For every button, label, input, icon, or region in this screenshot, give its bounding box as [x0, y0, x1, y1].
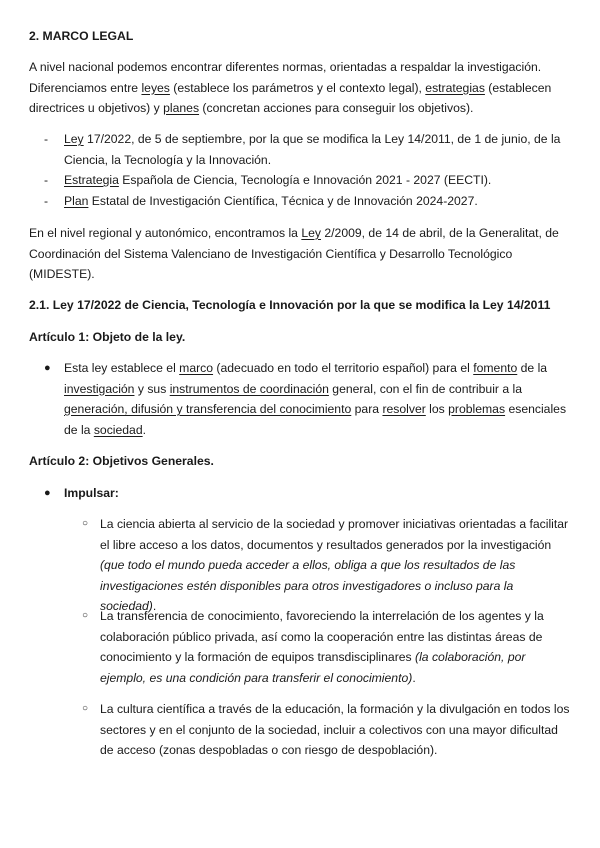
- list-item: ○ La ciencia abierta al servicio de la sociedad y promover iniciativas orientadas a facilitar el libre acceso a los datos, documentos y resultados generados por la investigación (que todo el mundo pueda acceder a ellos, obliga a que los resultados de las investigaciones estén disponibles para otros investigadores o incluso para la sociedad).: [82, 517, 569, 613]
- list-item: ● Esta ley establece el marco (adecuado en todo el territorio español) para el fomento de la investigación y sus instrumentos de coordinación general, con el fin de contribuir a la generación, difusión y transferencia del conocimiento para resolver los problemas esenciales de la sociedad.: [44, 361, 567, 437]
- objectives-list: [29, 514, 572, 617]
- leyes-term: leyes: [141, 80, 170, 95]
- list-item: ○ La cultura científica a través de la educación, la formación y la divulgación en todos los sectores y en el conjunto de la sociedad, incluir a colectivos con una mayor dificultad de acceso (zonas despobladas o con riesgo de despoblación).: [82, 702, 570, 757]
- article-1-list: [29, 358, 572, 440]
- article-2-title: Artículo 2: Objetivos Generales.: [29, 454, 214, 468]
- objectives-list: [29, 606, 572, 688]
- section-heading: 2. MARCO LEGAL: [29, 29, 134, 43]
- list-item: - Plan Estatal de Investigación Científica, Técnica y de Innovación 2024-2027.: [44, 193, 478, 208]
- list-item: - Estrategia Española de Ciencia, Tecnología e Innovación 2021 - 2027 (EECTI).: [44, 173, 492, 187]
- article-1-title: Artículo 1: Objeto de la ley.: [29, 330, 186, 344]
- ley-regional-term: Ley: [301, 226, 321, 240]
- intro-paragraph: A nivel nacional podemos encontrar diferentes normas, orientadas a respaldar la investigación. Diferenciamos entre leyes (establece los parámetros y el contexto legal), estrategias (establecen directrices u objetivos) y planes (concretan acciones para conseguir los objetivos).: [29, 60, 552, 115]
- planes-term: planes: [163, 101, 200, 115]
- list-item: ○ La transferencia de conocimiento, favoreciendo la interrelación de los agentes y la colaboración público privada, así como la cooperación entre las distintas áreas de conocimiento y la formación de equipos transdisciplinares (la colaboración, por ejemplo, es una condición para transferir el conocimiento).: [82, 609, 544, 685]
- list-item: - Ley 17/2022, de 5 de septiembre, por la que se modifica la Ley 14/2011, de 1 de junio, de la Ciencia, la Tecnología y la Innovación.: [44, 132, 561, 167]
- article-2-list: [29, 483, 572, 504]
- list-item: ● Impulsar:: [44, 486, 119, 500]
- estrategias-term: estrategias: [425, 80, 485, 95]
- regional-paragraph: En el nivel regional y autonómico, encontramos la Ley 2/2009, de 14 de abril, de la Generalitat, de Coordinación del Sistema Valenciano de Investigación Científica y Desarrollo Tecnológico (MIDESTE).: [29, 226, 559, 281]
- objectives-list: [29, 699, 572, 761]
- norms-list: [29, 129, 572, 211]
- subsection-heading: 2.1. Ley 17/2022 de Ciencia, Tecnología e Innovación por la que se modifica la Ley 14/2011: [29, 298, 551, 312]
